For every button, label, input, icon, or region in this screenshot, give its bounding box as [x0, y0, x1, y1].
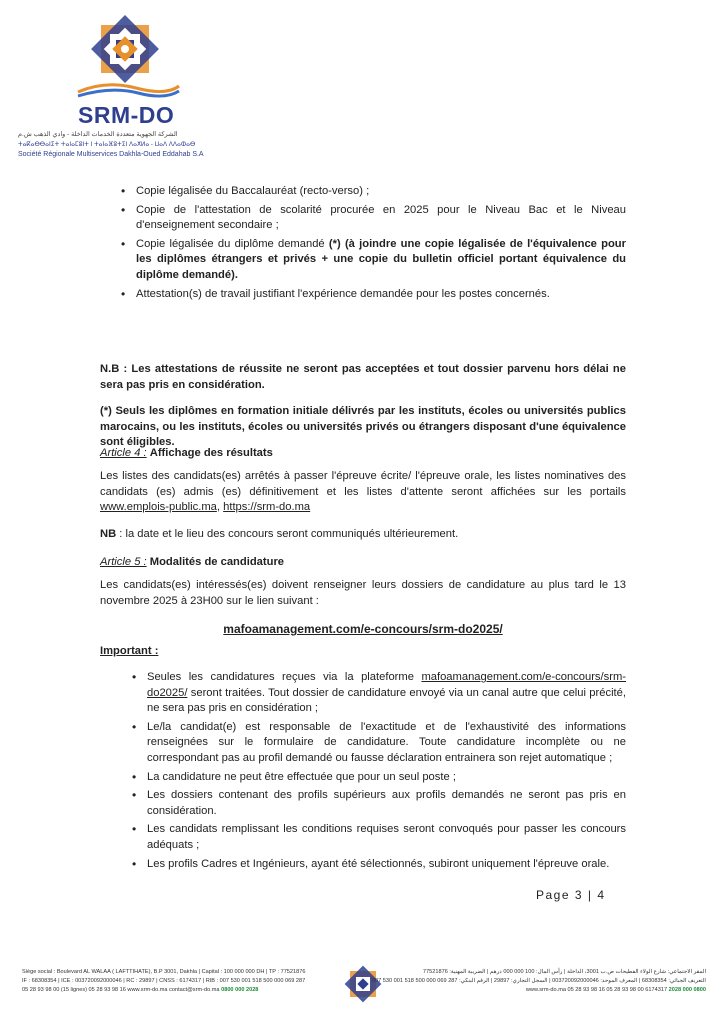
- star-note-diplomas: (*) Seuls les diplômes en formation initiale délivrés par les instituts, écoles ou universités publics marocains, ou les instituts, écoles ou universités privés ou étrangers disposant d'une équivalence sont éligibles.: [100, 405, 626, 449]
- list-item: • Attestation(s) de travail justifiant l'expérience demandée pour les postes concernés.: [117, 287, 626, 303]
- page-number: Page 3 | 4: [536, 888, 606, 902]
- footer-line: IF : 68308354 | ICE : 003720092000046 | RC : 29897 | CNSS : 6174317 | RIB : 007 530 001 518 500 000 069 287: [22, 978, 306, 984]
- srm-do-link[interactable]: https://srm-do.ma: [223, 501, 311, 514]
- application-platform-link[interactable]: mafoamanagement.com/e-concours/srm-do2025/: [223, 622, 503, 636]
- logo-wordmark: SRM-DO: [78, 102, 175, 128]
- list-item: • Le/la candidat(e) est responsable de l'exactitude et de l'exhaustivité des informations renseignées sur le formulaire de candidature. Toute candidature incomplète ou ne correspondant pas au profil demandé ou fausse déclaration entrainera son rejet automatique ;: [128, 720, 626, 767]
- wave-swoosh-icon: [76, 78, 181, 100]
- footer-line: Siège social : Boulevard AL WALAA ( LAFTTIHATE), B.P 3001, Dakhla | Capital : 100 000 000 DH | TP : 77521876: [22, 969, 306, 975]
- diploma-star: (*): [328, 237, 341, 250]
- important-rules-list: [128, 670, 626, 875]
- nb-text: : la date et le lieu des concours seront communiqués ultérieurement.: [116, 528, 459, 540]
- company-full-name: Société Régionale Multiservices Dakhla-Oued Eddahab S.A: [18, 151, 204, 158]
- logo-tifinagh-name: ⵜⴰⴽⴰⴱⴱⴰⵏⵉⵜ ⵜⴰⵏⴰⵎⵓⵏⵜ ⵏ ⵜⴰⵏⴰⴼⵓⵜⵉⵏ ⴷⴰⵅⵍⴰ - ⵡⴰⴷ ⴷⴷⴰⵀⴰⴱ: [18, 142, 196, 148]
- page-footer: [0, 962, 725, 1024]
- list-item: • Les profils Cadres et Ingénieurs, ayant été sélectionnés, subiront uniquement l'épreuve orale.: [128, 857, 626, 873]
- footer-french-info: [22, 968, 342, 995]
- nb-label: NB: [100, 528, 117, 540]
- article-5-heading: [100, 555, 284, 571]
- article-5-name: Modalités de candidature: [149, 556, 285, 568]
- footer-contacts: 05 28 93 98 00 (15 lignes) 05 28 93 98 16 www.srm-do.ma contact@srm-do.ma: [22, 987, 220, 993]
- footer-arabic-info: [371, 968, 706, 995]
- platform-rule-after: seront traitées. Tout dossier de candidature envoyé via un canal autre que celui précité, ne sera pas pris en considération ;: [147, 686, 626, 715]
- list-item: • Copie de l'attestation de scolarité procurée en 2025 pour le Niveau Bac et le Niveau d'enseignement secondaire ;: [117, 203, 626, 234]
- required-documents-list: [117, 184, 626, 305]
- article-5-label: Article 5 :: [100, 556, 147, 568]
- list-item: • Les candidats remplissant les conditions requises seront convoqués pour passer les concours adéquats ;: [128, 822, 626, 853]
- diploma-text: Copie légalisée du diplôme demandé: [136, 237, 329, 250]
- list-item-platform: [128, 670, 626, 717]
- footer-contacts-ar: www.srm-do.ma 05 28 93 98 16 05 28 93 98 00 6174317: [525, 987, 668, 993]
- emplois-public-link[interactable]: www.emplois-public.ma: [100, 501, 217, 514]
- list-item: • Copie légalisée du Baccalauréat (recto-verso) ;: [117, 184, 626, 200]
- nb-note-date: [100, 527, 626, 543]
- footer-toll-free-phone: 0800 000 2028: [221, 987, 259, 993]
- important-heading: Important :: [100, 645, 159, 657]
- footer-line: [388, 986, 706, 995]
- article-4-name: Affichage des résultats: [149, 447, 273, 459]
- article-5-text: Les candidats(es) intéressés(es) doivent renseigner leurs dossiers de candidature au plus tard le 13 novembre 2025 à 23H00 sur le lien suivant :: [100, 579, 626, 607]
- link-separator: ,: [216, 501, 224, 514]
- article-4-heading: [100, 446, 273, 462]
- footer-toll-free-phone-ar: 0800 000 2028: [668, 987, 706, 993]
- article-4-label: Article 4 :: [100, 447, 147, 459]
- article-4-text: [100, 469, 626, 516]
- logo-arabic-name: الشركة الجهوية متعددة الخدمات الداخلة - وادي الذهب ش.م: [18, 131, 178, 138]
- list-item-diploma: [117, 237, 626, 284]
- list-item: • La candidature ne peut être effectuée que pour un seul poste ;: [128, 770, 626, 786]
- list-item: • Les dossiers contenant des profils supérieurs aux profils demandés ne seront pas pris en considération.: [128, 788, 626, 819]
- platform-rule-link[interactable]: mafoamanagement.com/e-concours/srm-do2025/: [147, 671, 626, 699]
- nb-note-attestations: N.B : Les attestations de réussite ne seront pas acceptées et tout dossier parvenu hors délai ne sera pas pris en considération.: [100, 363, 626, 391]
- footer-line: التعريف الجبائي: 68308354 | المعرف الموحد: 003720092000046 | السجل التجاري: 29897 | الرقم البنكي: 287 069 000 500 518 001 530 007: [371, 978, 706, 984]
- article-4-body: Les listes des candidats(es) arrêtés à passer l'épreuve écrite/ l'épreuve orale, les listes nominatives des candidats (es) admis (es) définitivement et les listes d'attente seront affichées sur les portails: [100, 470, 626, 498]
- footer-line: [22, 986, 342, 995]
- diploma-equivalence-note: (à joindre une copie légalisée de l'équivalence pour les diplômes étrangers et privés + une copie du bulletin officiel portant équivalence du diplôme demandé).: [136, 237, 626, 281]
- geometric-star-emblem-icon: [90, 14, 160, 84]
- platform-rule-before: Seules les candidatures reçues via la plateforme: [147, 671, 422, 683]
- footer-line: المقر الاجتماعي: شارع الولاء الفطيحات ص.ب 3001، الداخلة | رأس المال: 100 000 000 درهم | الضريبة المهنية: 77521876: [422, 969, 706, 975]
